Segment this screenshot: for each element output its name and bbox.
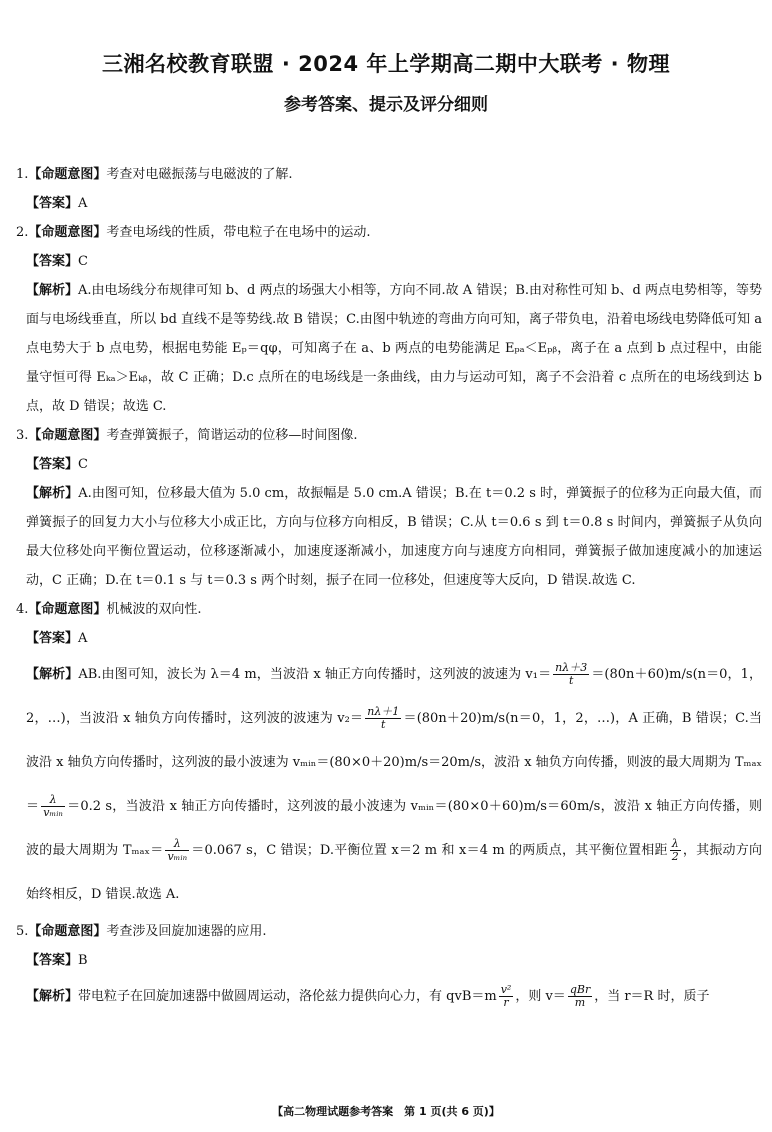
document-title: 三湘名校教育联盟 · 2024 年上学期高二期中大联考 · 物理 xyxy=(102,52,670,76)
intent-label: 【命题意图】 xyxy=(28,167,107,182)
question-3-explanation: 【解析】A.由图可知，位移最大值为 5.0 cm，故振幅是 5.0 cm.A 错误；B.在 t＝0.2 s 时，弹簧振子的位移为正向最大值，而弹簧振子的回复力大小与位移大小成正比，方向与位移方向相反，B 错误；C.从 t＝0.6 s 到 t＝0.8 s 时间内，弹簧振子从负向最大位移处向平衡位置运动，位移逐渐减小，加速度逐渐减小，加速度方向与速度方向相同，弹簧振子做加速度减小的加速运动，C 正确；D.在 t＝0.1 s 与 t＝0.3 s 两个时刻，振子在同一位移处，但速度等大反向，D 错误.故选 C. xyxy=(26,486,762,588)
question-1-answer: 【答案】A xyxy=(26,196,88,211)
fraction-velocity: $\frac{\text{qBr}}{m}$ xyxy=(569,983,591,1009)
explain-label: 【解析】 xyxy=(26,989,79,1004)
answer-label: 【答案】 xyxy=(26,254,79,269)
question-2-explanation: 【解析】A.由电场线分布规律可知 b、d 两点的场强大小相等，方向不同.故 A 错误；B.由对称性可知 b、d 两点电势相等，等势面与电场线垂直，所以 bd 直线不是等势线.故 B 错误；C.由图中轨迹的弯曲方向可知，离子带负电，沿着电场线电势降低可知 a 点电势大于 b 点电势，根据电势能 Eₚ＝qφ，可知离子在 a、b 两点的电势能满足 Eₚₐ＜Eₚᵦ，离子在 a 点到 b 点过程中，由能量守恒可得 Eₖₐ＞Eₖᵦ，故 C 正确；D.c 点所在的电场线是一条曲线，由力与运动可知，离子不会沿着 c 点所在的电场线到达 b 点，故 D 错误；故选 C. xyxy=(26,283,762,414)
document-subtitle: 参考答案、提示及评分细则 xyxy=(284,95,488,115)
fraction-centripetal: $\frac{\text{v²}}{r}$ xyxy=(500,983,512,1009)
answer-content xyxy=(16,160,762,1019)
explain-label: 【解析】 xyxy=(26,486,79,501)
question-4-intent: 4.【命题意图】机械波的双向性. xyxy=(16,602,202,617)
fraction-half-lambda: $\frac{\lambda}{2}$ xyxy=(671,837,679,863)
question-5-answer: 【答案】B xyxy=(26,953,88,968)
explain-label: 【解析】 xyxy=(26,667,79,682)
fraction-tmax-2: $\frac{\lambda}{\text{vₘᵢₙ}}$ xyxy=(167,837,188,863)
question-2-intent: 2.【命题意图】考查电场线的性质，带电粒子在电场中的运动. xyxy=(16,225,371,240)
question-3-intent: 3.【命题意图】考查弹簧振子，简谐运动的位移—时间图像. xyxy=(16,428,358,443)
answer-label: 【答案】 xyxy=(26,457,79,472)
question-4-explanation: 【解析】AB.由图可知，波长为 λ＝4 m，当波沿 x 轴正方向传播时，这列波的波速为 v₁＝ $\frac{n\lambda+3}{t}$ ＝(80n＋60)m/s(n＝0，1，2，…)，当波沿 x 轴负方向传播时，这列波的波速为 v₂＝ $\frac{n\lambda+1}{t}$ ＝(80n＋20)m/s(n＝0，1，2，…)，A 正确，B 错误；C.当波沿 x 轴负方向传播时，这列波的最小波速为 vₘᵢₙ＝(80×0＋20)m/s＝20m/s，波沿 x 轴负方向传播，则波的最大周期为 Tₘₐₓ＝ $\frac{\lambda}{\text{vₘᵢₙ}}$ ＝0.2 s，当波沿 x 轴正方向传播时，这列波的最小波速为 vₘᵢₙ＝(80×0＋60)m/s＝60m/s，波沿 x 轴正方向传播，则波的最大周期为 Tₘₐₓ＝ $\frac{\lambda}{\text{vₘᵢₙ}}$ ＝0.067 s，C 错误；D.平衡位置 x＝2 m 和 x＝4 m 的两质点，其平衡位置相距 $\frac{\lambda}{2}$ ，其振动方向始终相反，D 错误.故选 A. xyxy=(26,661,762,902)
question-3-answer: 【答案】C xyxy=(26,457,88,472)
fraction-v1: $\frac{n\lambda+3}{t}$ xyxy=(555,661,588,687)
intent-label: 【命题意图】 xyxy=(28,602,107,617)
explain-label: 【解析】 xyxy=(26,283,79,298)
answer-label: 【答案】 xyxy=(26,196,79,211)
question-1-intent: 1.【命题意图】考查对电磁振荡与电磁波的了解. xyxy=(16,167,293,182)
question-5-explanation: 【解析】带电粒子在回旋加速器中做圆周运动，洛伦兹力提供向心力，有 qvB＝m $\frac{\text{v²}}{r}$ ，则 v＝ $\frac{\text{qBr}}{m}$ ，当 r＝R 时，质子 xyxy=(26,983,710,1009)
intent-label: 【命题意图】 xyxy=(28,225,107,240)
fraction-v2: $\frac{n\lambda+1}{t}$ xyxy=(367,705,400,731)
intent-label: 【命题意图】 xyxy=(28,924,107,939)
answer-label: 【答案】 xyxy=(26,953,79,968)
intent-label: 【命题意图】 xyxy=(28,428,107,443)
question-5-intent: 5.【命题意图】考查涉及回旋加速器的应用. xyxy=(16,924,267,939)
question-2-answer: 【答案】C xyxy=(26,254,88,269)
page-footer: 【高二物理试题参考答案 第 1 页(共 6 页)】 xyxy=(272,1105,500,1118)
answer-label: 【答案】 xyxy=(26,631,79,646)
fraction-tmax-1: $\frac{\lambda}{\text{vₘᵢₙ}}$ xyxy=(43,793,63,819)
question-4-answer: 【答案】A xyxy=(26,631,88,646)
